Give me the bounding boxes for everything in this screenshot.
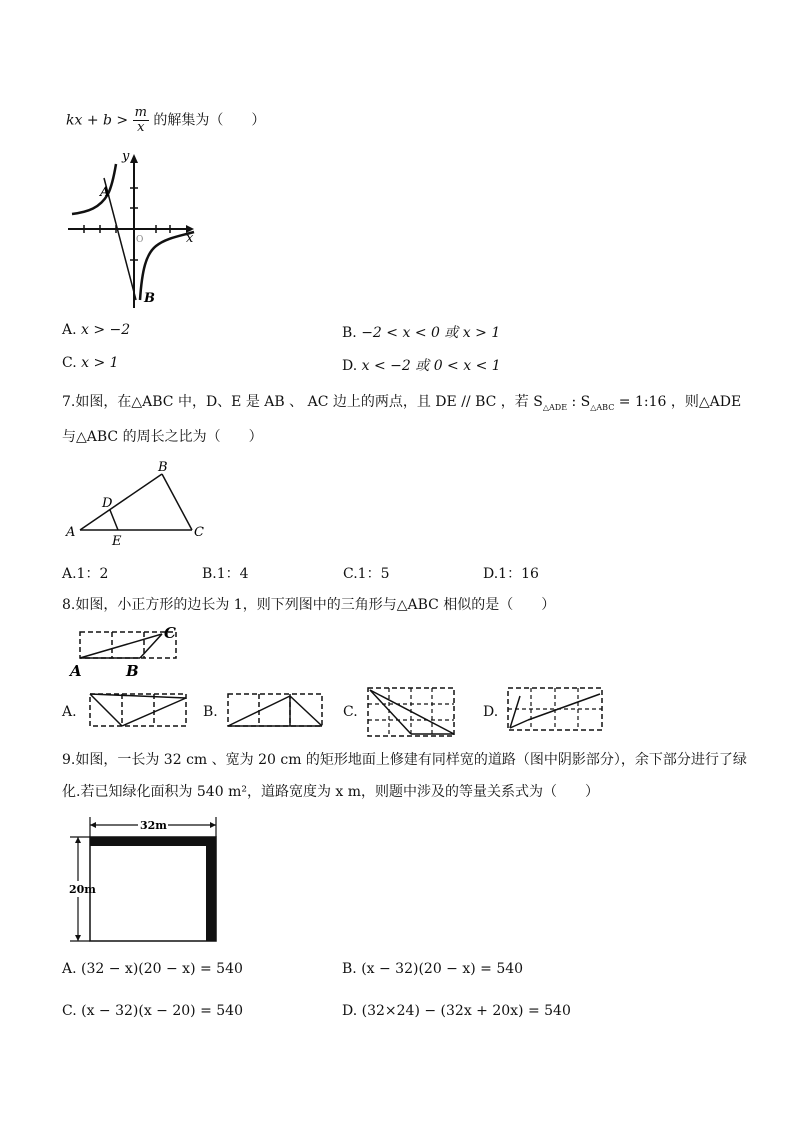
q6-graph — [60, 150, 200, 310]
q9-option-d[interactable]: D. (32×24) − (32x + 20x) = 540 — [342, 1003, 571, 1019]
q7-triangle-figure — [64, 458, 224, 548]
q8-option-c-figure[interactable] — [364, 684, 460, 740]
q8-label-c: C — [164, 624, 176, 642]
q8-label-b: B — [126, 662, 139, 680]
q7-label-a: A — [66, 525, 76, 540]
q7-label-b: B — [158, 460, 168, 475]
q8-option-a-letter[interactable]: A. — [62, 704, 77, 720]
q8-main-figure — [66, 624, 186, 680]
q6-x-label: x — [186, 231, 194, 246]
q7-option-a[interactable]: A.1：2 — [62, 566, 109, 582]
q8-label-a: A — [70, 662, 82, 680]
q7-stem-line1: 7.如图，在△ABC 中，D、E 是 AB 、 AC 边上的两点，且 DE // BC ，若 $S_{\triangle ADE}$ : $S_{\triangle ABC}$ = 1:16 ，则△ADE — [62, 394, 742, 412]
q9-road-vertical — [206, 837, 216, 941]
q6-frac-den: x — [137, 120, 145, 135]
q6-stem-tail: 的解集为（ ） — [153, 112, 266, 129]
q8-option-d-letter[interactable]: D. — [483, 704, 499, 720]
q9-height-label: 20m — [69, 883, 96, 896]
q9-stem-line1: 9.如图，一长为 32 cm 、宽为 20 cm 的矩形地面上修建有同样宽的道路（图中阴影部分），余下部分进行了绿 — [62, 752, 747, 768]
q8-option-a-figure[interactable] — [86, 690, 194, 730]
q8-stem: 8.如图，小正方形的边长为 1，则下列图中的三角形与△ABC 相似的是（ ） — [62, 597, 556, 613]
q7-option-b[interactable]: B.1：4 — [202, 566, 249, 582]
q9-option-c[interactable]: C. (x − 32)(x − 20) = 540 — [62, 1003, 243, 1019]
q9-option-a[interactable]: A. (32 − x)(20 − x) = 540 — [62, 961, 243, 977]
q6-option-a[interactable]: A. x > −2 — [62, 322, 131, 338]
q6-point-a: A — [100, 185, 111, 200]
q9-option-b[interactable]: B. (x − 32)(20 − x) = 540 — [342, 961, 524, 977]
q8-option-b-letter[interactable]: B. — [203, 704, 218, 720]
q6-origin-label: O — [136, 235, 144, 245]
q7-stem-line2: 与△ABC 的周长之比为（ ） — [62, 429, 263, 445]
q7-option-c[interactable]: C.1：5 — [343, 566, 390, 582]
q6-option-c[interactable]: C. x > 1 — [62, 355, 119, 371]
q7-label-c: C — [194, 525, 204, 540]
q7-label-e: E — [112, 534, 122, 549]
q6-option-d[interactable]: D. x < −2 或 0 < x < 1 — [342, 358, 501, 374]
q9-stem-line2: 化.若已知绿化面积为 540 m²，道路宽度为 x m，则题中涉及的等量关系式为（ ） — [62, 784, 600, 800]
q8-option-b-figure[interactable] — [224, 690, 328, 730]
q6-frac-num: m — [134, 105, 147, 120]
q7-option-d[interactable]: D.1：16 — [483, 566, 539, 582]
q9-road-horizontal — [90, 837, 216, 846]
q6-stem — [66, 106, 265, 135]
q6-option-b[interactable]: B. −2 < x < 0 或 x > 1 — [342, 325, 501, 341]
q9-rectangle-figure — [66, 815, 226, 945]
q6-point-b: B — [144, 291, 155, 306]
q6-expr: kx + b > — [66, 112, 129, 129]
q9-width-label: 32m — [140, 819, 167, 832]
q6-fraction — [133, 106, 149, 135]
q7-label-d: D — [102, 496, 113, 511]
q8-option-d-figure[interactable] — [504, 684, 608, 734]
q8-option-c-letter[interactable]: C. — [343, 704, 358, 720]
q6-y-label: y — [122, 149, 130, 164]
